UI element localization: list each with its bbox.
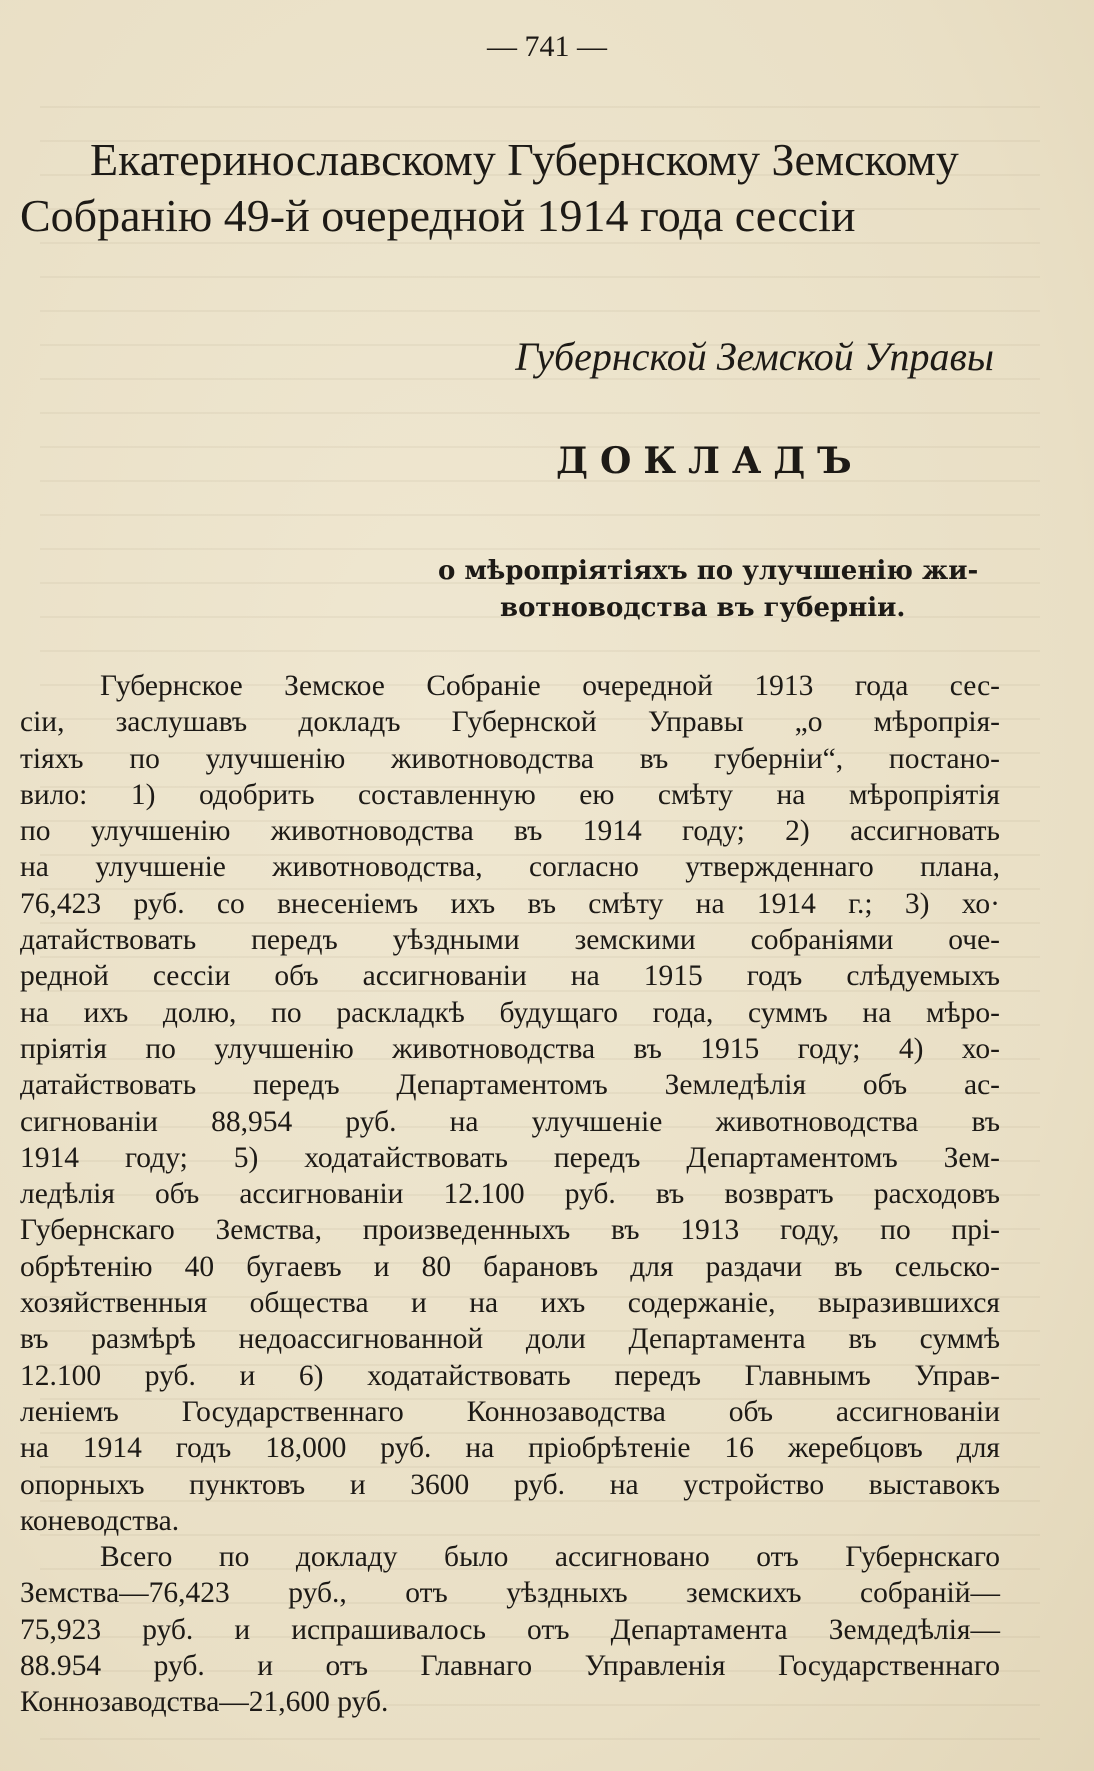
- paragraph-1: [20, 668, 1000, 1539]
- document-title: [20, 132, 1040, 244]
- body-line: датайствовать передъ Департаментомъ Земледѣлія объ ас-: [20, 1069, 1000, 1102]
- body-line: Всего по докладу было ассигновано отъ Губернскаго: [100, 1541, 1000, 1574]
- body-line: пріятія по улучшенію животноводства въ 1915 году; 4) хо-: [20, 1032, 1000, 1065]
- body-line: 12.100 руб. и 6) ходатайствовать передъ Главнымъ Управ-: [20, 1359, 1000, 1392]
- body-line: датайствовать передъ уѣздными земскими собраніями оче-: [20, 924, 1000, 957]
- body-line: сигнованіи 88,954 руб. на улучшеніе животноводства въ: [20, 1105, 1000, 1138]
- body-line: вило: 1) одобрить составленную ею смѣту на мѣропріятія: [20, 778, 1000, 811]
- body-line: тіяхъ по улучшенію животноводства въ губерніи“, постано-: [20, 742, 1000, 775]
- body-line: Земства—76,423 руб., отъ уѣздныхъ земскихъ собраній—: [20, 1577, 1000, 1610]
- topic-line: о мѣропріятіяхъ по улучшенію жи-: [438, 556, 979, 586]
- body-line: 88.954 руб. и отъ Главнаго Управленія Государственнаго: [20, 1650, 1000, 1683]
- body-line: Коннозаводства—21,600 руб.: [20, 1686, 389, 1719]
- document-type-heading: ДОКЛАДЪ: [556, 440, 864, 482]
- body-text: [20, 668, 1000, 1721]
- document-subtitle: Губернской Земской Управы: [515, 334, 994, 379]
- body-line: редной сессіи объ ассигнованіи на 1915 годъ слѣдуемыхъ: [20, 960, 1000, 993]
- paragraph-2: [20, 1539, 1000, 1720]
- body-line: ледѣлія объ ассигнованіи 12.100 руб. въ возвратъ расходовъ: [20, 1178, 1000, 1211]
- body-line: 1914 году; 5) ходатайствовать передъ Департаментомъ Зем-: [20, 1141, 1000, 1174]
- body-line: опорныхъ пунктовъ и 3600 руб. на устройство выставокъ: [20, 1468, 1000, 1501]
- body-line: 76,423 руб. со внесеніемъ ихъ въ смѣту на 1914 г.; 3) хо·: [20, 887, 1000, 920]
- body-line: въ размѣрѣ недоассигнованной доли Департамента въ суммѣ: [20, 1323, 1000, 1356]
- page-number: — 741 —: [487, 30, 607, 63]
- body-line: на 1914 годъ 18,000 руб. на пріобрѣтеніе 16 жеребцовъ для: [20, 1432, 1000, 1465]
- body-line: Губернскаго Земства, произведенныхъ въ 1913 году, по прі-: [20, 1214, 1000, 1247]
- body-line: на ихъ долю, по раскладкѣ будущаго года, суммъ на мѣро-: [20, 996, 1000, 1029]
- title-line: Екатеринославскому Губернскому Земскому: [90, 134, 959, 185]
- report-topic: [438, 553, 998, 627]
- body-line: 75,923 руб. и испрашивалось отъ Департамента Земдедѣлія—: [20, 1613, 1000, 1646]
- body-line: обрѣтенію 40 бугаевъ и 80 барановъ для раздачи въ сельско-: [20, 1250, 1000, 1283]
- body-line: коневодства.: [20, 1504, 180, 1537]
- body-line: на улучшеніе животноводства, согласно утвержденнаго плана,: [20, 851, 1000, 884]
- body-line: хозяйственныя общества и на ихъ содержаніе, выразившихся: [20, 1287, 1000, 1320]
- body-line: Губернское Земское Собраніе очередной 1913 года сес-: [100, 670, 1000, 702]
- body-line: по улучшенію животноводства въ 1914 году; 2) ассигновать: [20, 815, 1000, 848]
- body-line: сіи, заслушавъ докладъ Губернской Управы „о мѣропрія-: [20, 706, 1000, 739]
- topic-line: вотноводства въ губерніи.: [500, 593, 906, 623]
- body-line: леніемъ Государственнаго Коннозаводства объ ассигнованіи: [20, 1395, 1000, 1428]
- title-line: Собранію 49-й очередной 1914 года сессіи: [20, 190, 856, 241]
